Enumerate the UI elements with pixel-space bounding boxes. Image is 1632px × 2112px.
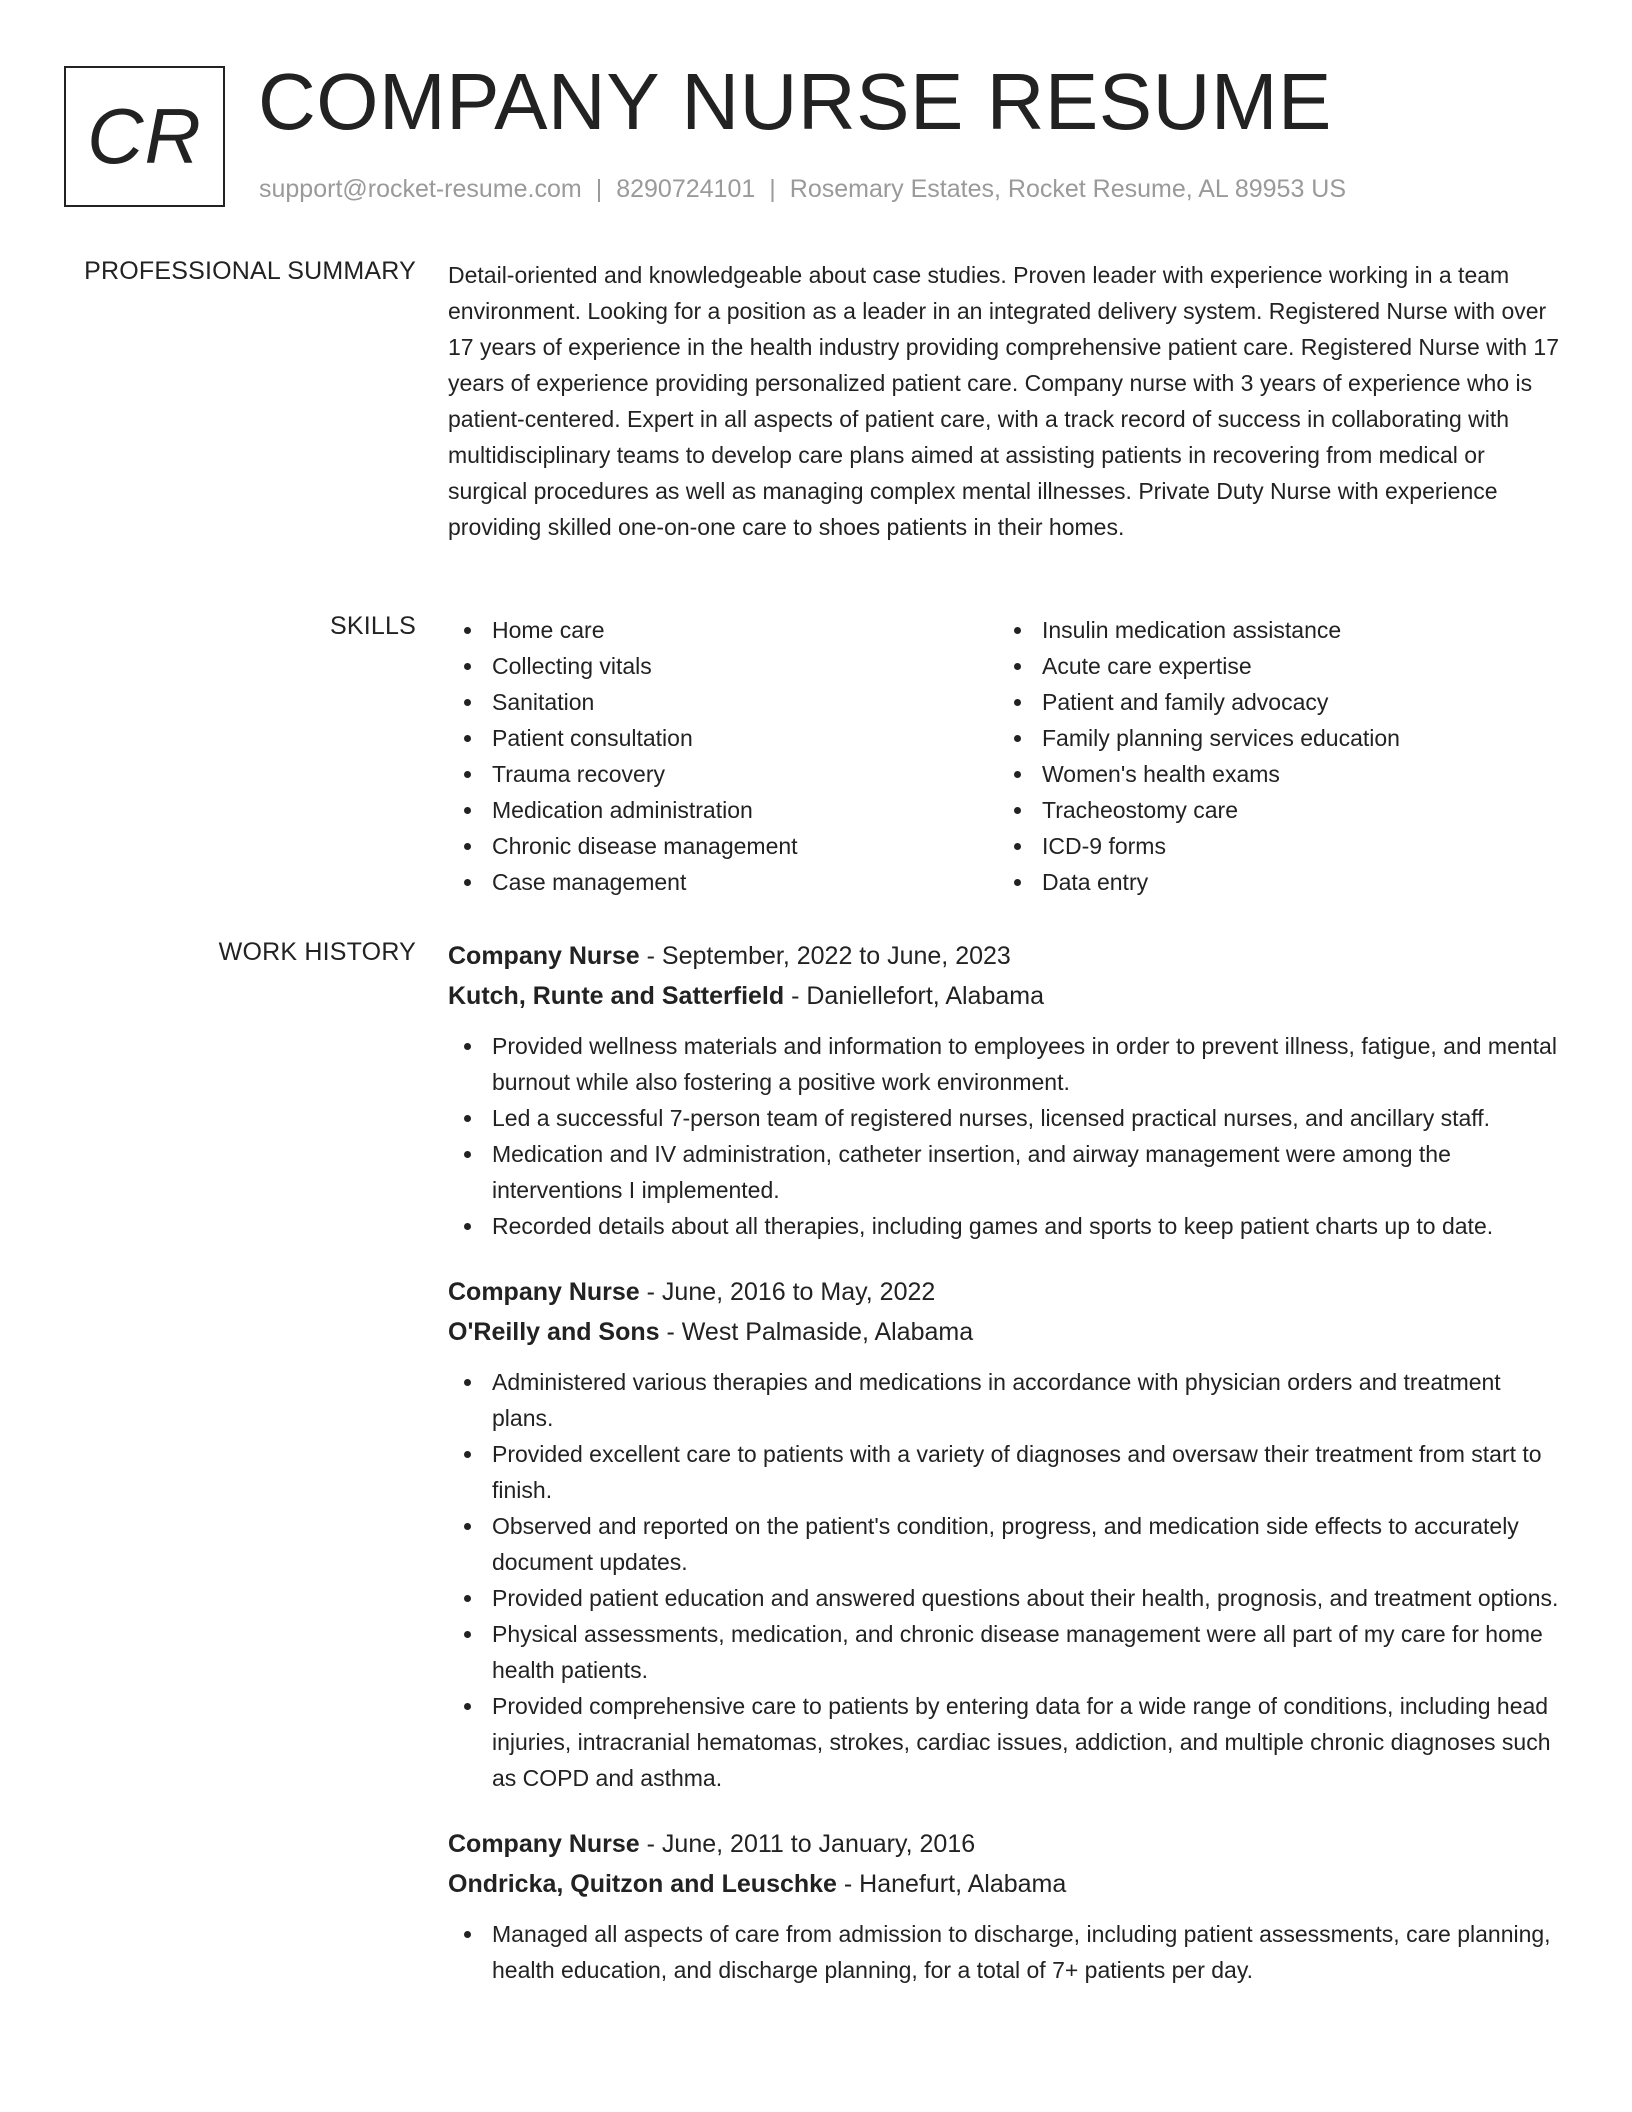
skills-heading: SKILLS <box>330 612 416 640</box>
job-company: Ondricka, Quitzon and Leuschke <box>448 1870 837 1898</box>
job-entry <box>448 1824 1566 1988</box>
job-location: - Daniellefort, Alabama <box>784 982 1044 1010</box>
job-company-line <box>448 976 1566 1016</box>
job-bullet: Physical assessments, medication, and chronic disease management were all part of my care for home health patients. <box>448 1616 1566 1688</box>
job-company-line <box>448 1864 1566 1904</box>
work-history-heading: WORK HISTORY <box>218 938 416 966</box>
job-bullet: Provided patient education and answered questions about their health, prognosis, and treatment options. <box>448 1580 1566 1616</box>
job-bullet: Provided comprehensive care to patients by entering data for a wide range of conditions, including head injuries, intracranial hematomas, strokes, cardiac issues, addiction, and multiple chronic diagnoses such as COPD and asthma. <box>448 1688 1566 1796</box>
job-location: - Hanefurt, Alabama <box>836 1870 1067 1898</box>
job-title-line <box>448 936 1566 976</box>
job-entry <box>448 1272 1566 1796</box>
job-dates: - September, 2022 to June, 2023 <box>639 942 1011 970</box>
skill-item: Insulin medication assistance <box>998 612 1548 648</box>
summary-heading: PROFESSIONAL SUMMARY <box>84 257 416 285</box>
skill-item: Acute care expertise <box>998 648 1548 684</box>
contact-email: support@rocket-resume.com <box>259 175 582 203</box>
monogram-initials: CR <box>87 92 202 180</box>
job-location: - West Palmaside, Alabama <box>659 1318 974 1346</box>
job-bullet: Managed all aspects of care from admission to discharge, including patient assessments, care planning, health education, and discharge planning, for a total of 7+ patients per day. <box>448 1916 1566 1988</box>
skill-item: Trauma recovery <box>448 756 998 792</box>
job-company: Kutch, Runte and Satterfield <box>448 982 785 1010</box>
job-dates: - June, 2011 to January, 2016 <box>639 1830 976 1858</box>
job-title: Company Nurse <box>448 1830 640 1858</box>
skills-list-left <box>448 612 998 900</box>
summary-body <box>448 257 1566 545</box>
job-title-line <box>448 1272 1566 1312</box>
contact-line <box>259 175 1346 204</box>
skill-item: Collecting vitals <box>448 648 998 684</box>
skills-list-right <box>998 612 1548 900</box>
job-dates: - June, 2016 to May, 2022 <box>639 1278 936 1306</box>
skill-item: Women's health exams <box>998 756 1548 792</box>
job-title: Company Nurse <box>448 942 640 970</box>
job-bullet: Recorded details about all therapies, including games and sports to keep patient charts up to date. <box>448 1208 1566 1244</box>
contact-phone: 8290724101 <box>616 175 756 203</box>
job-bullet-list <box>448 1364 1566 1796</box>
summary-text: Detail-oriented and knowledgeable about case studies. Proven leader with experience working in a team environment. Looking for a position as a leader in an integrated delivery system. Registered Nurse with over 17 years of experience in the health industry providing comprehensive patient care. Registered Nurse with 17 years of experience providing personalized patient care. Company nurse with 3 years of experience who is patient-centered. Expert in all aspects of patient care, with a track record of success in collaborating with multidisciplinary teams to develop care plans aimed at assisting patients in recovering from medical or surgical procedures as well as managing complex mental illnesses. Private Duty Nurse with experience providing skilled one-on-one care to shoes patients in their homes. <box>448 262 1560 540</box>
skills-body <box>448 612 1566 900</box>
skill-item: Patient and family advocacy <box>998 684 1548 720</box>
job-company-line <box>448 1312 1566 1352</box>
job-title-line <box>448 1824 1566 1864</box>
contact-address: Rosemary Estates, Rocket Resume, AL 89953 US <box>789 175 1347 203</box>
job-bullet: Provided wellness materials and information to employees in order to prevent illness, fatigue, and mental burnout while also fostering a positive work environment. <box>448 1028 1566 1100</box>
job-bullet: Led a successful 7-person team of registered nurses, licensed practical nurses, and ancillary staff. <box>448 1100 1566 1136</box>
skills-columns <box>448 612 1566 900</box>
contact-separator: | <box>595 175 603 203</box>
job-company: O'Reilly and Sons <box>448 1318 660 1346</box>
skill-item: ICD-9 forms <box>998 828 1548 864</box>
skill-item: Patient consultation <box>448 720 998 756</box>
job-title: Company Nurse <box>448 1278 640 1306</box>
resume-title: COMPANY NURSE RESUME <box>258 57 1332 146</box>
contact-separator: | <box>769 175 776 203</box>
job-bullet: Provided excellent care to patients with a variety of diagnoses and oversaw their treatment from start to finish. <box>448 1436 1566 1508</box>
skill-item: Chronic disease management <box>448 828 998 864</box>
job-bullet: Medication and IV administration, catheter insertion, and airway management were among the interventions I implemented. <box>448 1136 1566 1208</box>
work-history-body <box>448 936 1566 2016</box>
skill-item: Tracheostomy care <box>998 792 1548 828</box>
skill-item: Case management <box>448 864 998 900</box>
skill-item: Sanitation <box>448 684 998 720</box>
job-bullet: Observed and reported on the patient's condition, progress, and medication side effects to accurately document updates. <box>448 1508 1566 1580</box>
skill-item: Family planning services education <box>998 720 1548 756</box>
skill-item: Data entry <box>998 864 1548 900</box>
job-bullet-list <box>448 1028 1566 1244</box>
skill-item: Medication administration <box>448 792 998 828</box>
skill-item: Home care <box>448 612 998 648</box>
job-bullet: Administered various therapies and medications in accordance with physician orders and treatment plans. <box>448 1364 1566 1436</box>
monogram-logo <box>64 66 225 207</box>
job-bullet-list <box>448 1916 1566 1988</box>
job-entry <box>448 936 1566 1244</box>
